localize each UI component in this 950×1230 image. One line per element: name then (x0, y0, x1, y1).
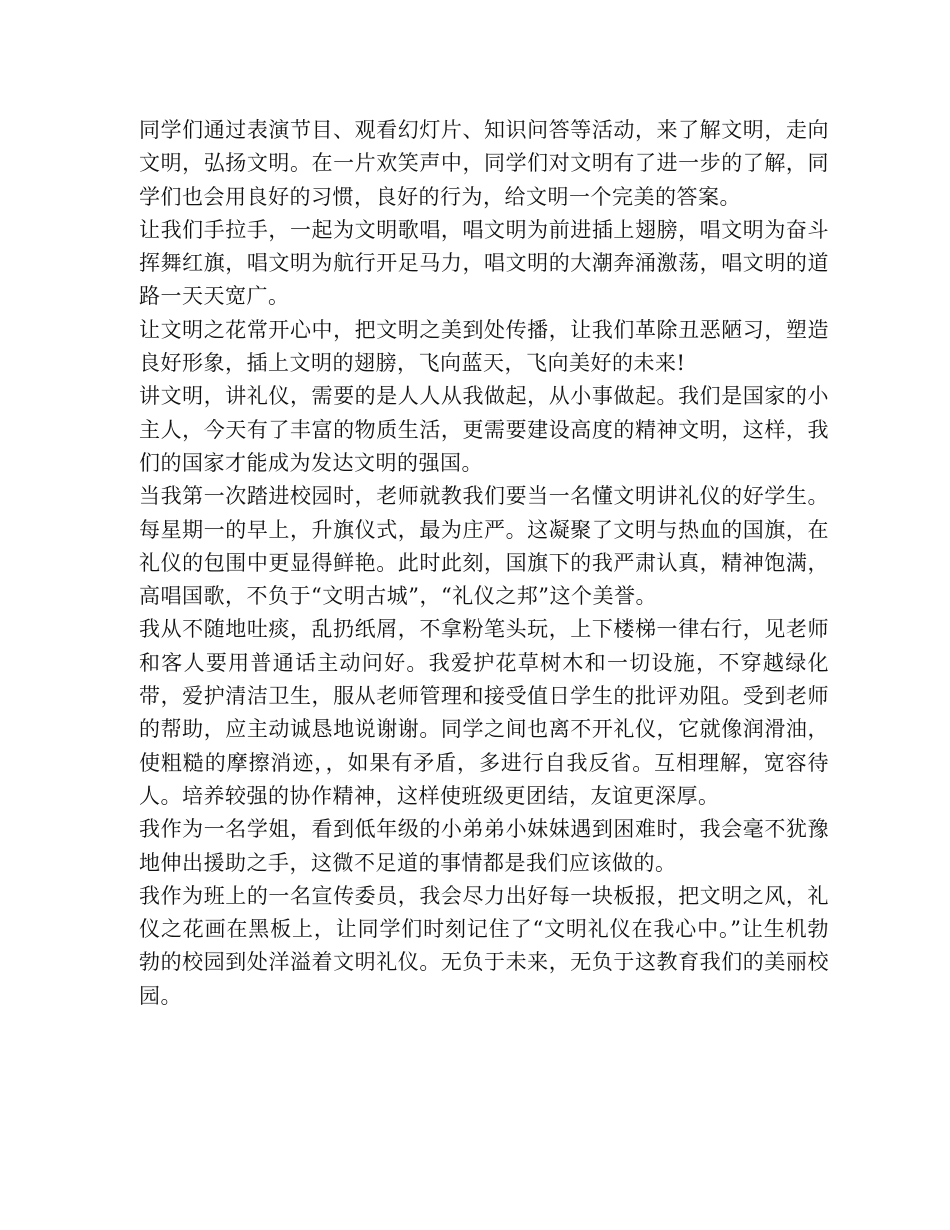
paragraph-8: 我作为班上的一名宣传委员，我会尽力出好每一块板报，把文明之风，礼仪之花画在黑板上，让同学们时刻记住了“文明礼仪在我心中。”让生机勃勃的校园到处洋溢着文明礼仪。无负于未来，无负于这教育我们的美丽校园。 (139, 883, 829, 1008)
paragraph-3: 让文明之花常开心中，把文明之美到处传播，让我们革除丑恶陋习，塑造良好形象，插上文明的翅膀，飞向蓝天，飞向美好的未来! (139, 317, 829, 376)
paragraph-2: 让我们手拉手，一起为文明歌唱，唱文明为前进插上翅膀，唱文明为奋斗挥舞红旗，唱文明为航行开足马力，唱文明的大潮奔涌激荡，唱文明的道路一天天宽广。 (139, 217, 829, 309)
paragraph-7: 我作为一名学姐，看到低年级的小弟弟小妹妹遇到困难时，我会毫不犹豫地伸出援助之手，这微不足道的事情都是我们应该做的。 (139, 817, 829, 875)
document-page (139, 114, 829, 1013)
paragraph-5: 当我第一次踏进校园时，老师就教我们要当一名懂文明讲礼仪的好学生。每星期一的早上，升旗仪式，最为庄严。这凝聚了文明与热血的国旗，在礼仪的包围中更显得鲜艳。此时此刻，国旗下的我严肃认真，精神饱满，高唱国歌，不负于“文明古城”，“礼仪之邦”这个美誉。 (139, 484, 829, 609)
paragraph-4: 讲文明，讲礼仪，需要的是人人从我做起，从小事做起。我们是国家的小主人，今天有了丰富的物质生活，更需要建设高度的精神文明，这样，我们的国家才能成为发达文明的强国。 (139, 384, 829, 475)
paragraph-6: 我从不随地吐痰，乱扔纸屑，不拿粉笔头玩，上下楼梯一律右行，见老师和客人要用普通话主动问好。我爱护花草树木和一切设施，不穿越绿化带，爱护清洁卫生，服从老师管理和接受值日学生的批评劝阻。受到老师的帮助，应主动诚恳地说谢谢。同学之间也离不开礼仪，它就像润滑油，使粗糙的摩擦消迹，，如果有矛盾，多进行自我反省。互相理解，宽容待人。培养较强的协作精神，这样使班级更团结，友谊更深厚。 (139, 617, 829, 808)
paragraph-1: 同学们通过表演节目、观看幻灯片、知识问答等活动，来了解文明，走向文明，弘扬文明。在一片欢笑声中，同学们对文明有了进一步的了解，同学们也会用良好的习惯，良好的行为，给文明一个完美的答案。 (139, 118, 829, 209)
